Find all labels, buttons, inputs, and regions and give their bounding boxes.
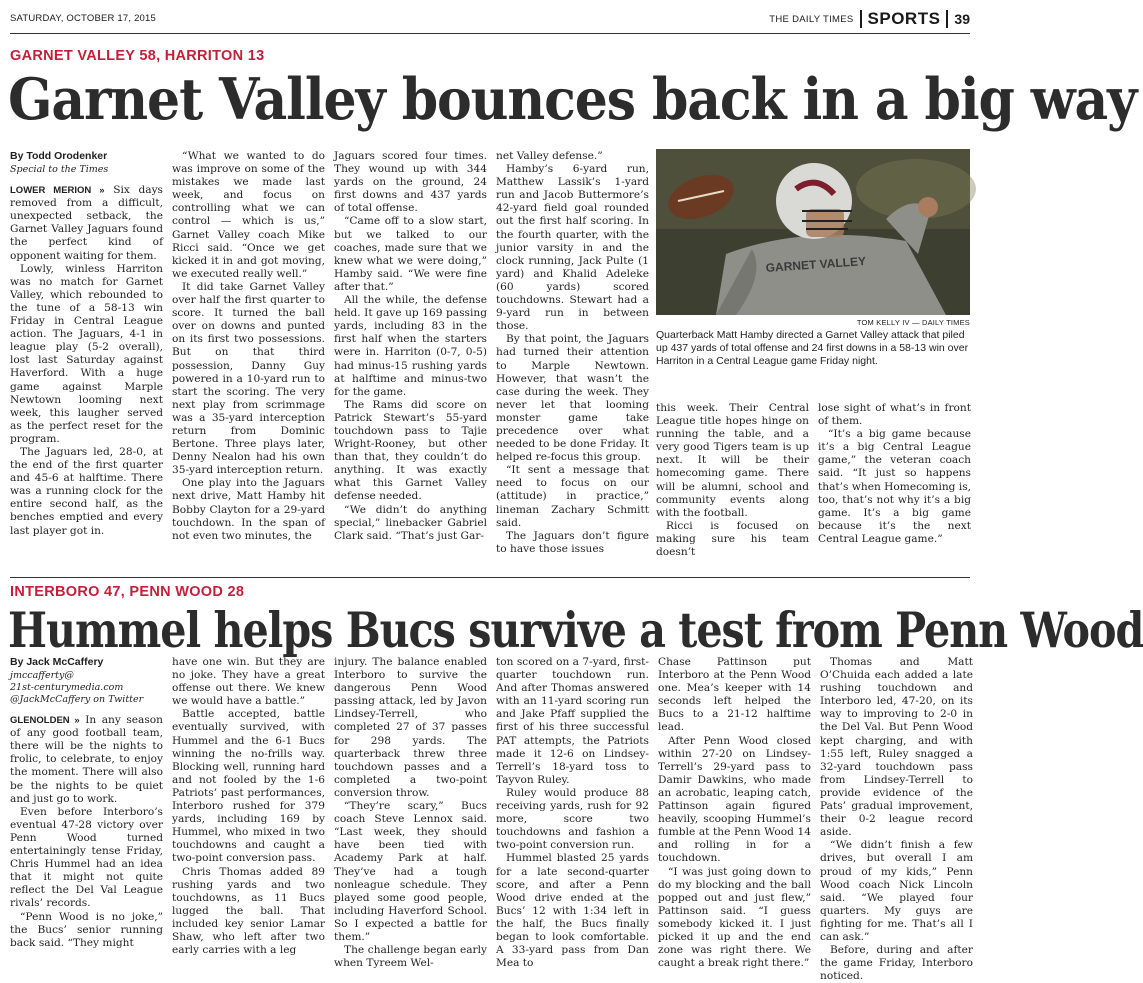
story2-col-2 (172, 656, 325, 966)
paragraph: Ruley would produce 88 receiving yards, rush for 92 more, score two touchdowns and fashion a two-point conversion run. (496, 786, 649, 852)
paragraph: Chris Thomas added 89 rushing yards and two touchdowns, as 11 Bucs lugged the ball. That included key senior Lamar Shaw, who left after two early carries with a leg (172, 865, 325, 957)
story2-col-1 (10, 656, 163, 966)
folio-rule (10, 33, 970, 34)
story2-byline: By Jack McCaffery (10, 656, 104, 668)
story2-byline-email: jmccafferty@ (10, 670, 74, 682)
story2-col-4 (496, 656, 649, 970)
paragraph: Hummel blasted 25 yards for a late second-quarter score, and after a Penn Wood drive ended at the Bucs’ 12 with 1:34 left in the half, the Bucs finally began to look comfortable. A 33-yard pass from Dan Mea to (496, 852, 649, 970)
story1-col-1 (10, 150, 163, 570)
paragraph: The Jaguars led, 28-0, at the end of the first quarter and 45-6 at halftime. There was a running clock for the entire second half, as the benches emptied and every last player got in. (10, 445, 163, 537)
paragraph: “What we wanted to do was improve on some of the mistakes we made last week, and focus on controlling what we can control — which is us,” Garnet Valley coach Mike Ricci said. “Once we get kicked it in and got moving, we executed really well.” (172, 150, 325, 280)
story-divider (10, 577, 970, 578)
story2-col-3 (334, 656, 487, 970)
issue-date: SATURDAY, OCTOBER 17, 2015 (10, 13, 156, 24)
story2-col-6 (820, 656, 973, 983)
story2-dateline: GLENOLDEN » (10, 715, 80, 727)
newspaper-name: THE DAILY TIMES (769, 13, 854, 25)
story1-lede: LOWER MERION » Six days removed from a difficult, unexpected setback, the Garnet Valley Jaguars found the perfect kind of opponent waiting for them. (10, 184, 163, 262)
story1-dateline: LOWER MERION » (10, 185, 105, 197)
paragraph: injury. The balance enabled Interboro to survive the dangerous Penn Wood passing attack, led by Javon Lindsey-Terrell, who completed 27 of 37 passes for 298 yards. The quarterback threw three touchdown passes and a completed a two-point conversion throw. (334, 656, 487, 799)
paragraph: Hamby’s 6-yard run, Matthew Lassik’s 1-yard run and Jacob Buttermore’s 42-yard field goal rounded out the first half scoring. In the fourth quarter, with the junior varsity in and the clock running, Jack Pulte (1 yard) and Khalid Adeleke (60 yards) scored touchdowns. Stewart had a 9-yard run in between those. (496, 163, 649, 333)
paragraph: lose sight of what’s in front of them. (818, 402, 971, 428)
story1-byline: By Todd Orodenker (10, 150, 108, 162)
paragraph: One play into the Jaguars next drive, Matt Hamby hit Bobby Clayton for a 29-yard touchdown. In the span of not even two minutes, the (172, 477, 325, 542)
paragraph: Jaguars scored four times. They wound up with 344 yards on the ground, 24 first downs and 437 yards of total offense. (334, 150, 487, 215)
paragraph: The Jaguars don’t figure to have those issues (496, 529, 649, 555)
story1-col-4 (496, 150, 649, 570)
paragraph: “I was just going down to do my blocking and the ball popped out and just flew,” Pattinson said. “I guess somebody kicked it. I just picked it up and the end zone was right there. We caught a break right there.” (658, 865, 811, 970)
paragraph: All the while, the defense held. It gave up 169 passing yards, including 83 in the first half when the starters were in. Harriton (0-7, 0-5) had minus-15 rushing yards at halftime and minus-two for the game. (334, 294, 487, 398)
paragraph: ton scored on a 7-yard, first-quarter touchdown run. And after Thomas answered with an 11-yard scoring run and Jake Pfaff supplied the first of his three successful PAT attempts, the Patriots made it 12-6 on Lindsey-Terrell’s 18-yard toss to Tayvon Ruley. (496, 656, 649, 786)
folio-right (769, 8, 970, 30)
story1-photo (656, 149, 970, 315)
paragraph: “It sent a message that need to focus on our (attitude) in practice,” lineman Zachary Schmitt said. (496, 464, 649, 529)
folio (10, 8, 970, 30)
story1-kicker: GARNET VALLEY 58, HARRITON 13 (10, 48, 265, 64)
paragraph: have one win. But they are no joke. They have a great offense out there. We knew we would have a battle.” (172, 656, 325, 708)
paragraph: It did take Garnet Valley over half the first quarter to score. It turned the ball over on downs and punted on its first two possessions. But on that third possession, Danny Guy powered in a 10-yard run to start the scoring. The very next play from scrimmage was a 35-yard interception return from Dominic Bertone. Three plays later, Denny Nealon had his own 35-yard interception return. (172, 280, 325, 477)
paragraph: “It’s a big game because it’s a big Central League game,” the veteran coach said. “It just so happens that’s when Homecoming is, too, that’s not why it’s a big game. It’s a big game because it’s the next Central League game.” (818, 428, 972, 545)
paragraph: Chase Pattinson put Interboro at the Penn Wood one. Mea’s keeper with 14 seconds left helped the Bucs to a 21-12 halftime lead. (658, 656, 811, 734)
story2-headline: Hummel helps Bucs survive a test from Penn Wood (8, 602, 1143, 660)
jersey-text: GARNET VALLEY (765, 254, 867, 275)
paragraph: By that point, the Jaguars had turned their attention to Marple Newtown. However, that wasn’t the case during the week. They never let that looming monster game take precedence over what needed to be done Friday. It helped re-focus this group. (496, 333, 649, 464)
photo-caption: Quarterback Matt Hamby directed a Garnet Valley attack that piled up 437 yards of total offense and 24 first downs in a 58-13 win over Harriton in a Central League game Friday night. (656, 329, 969, 367)
paragraph: net Valley defense.” (496, 150, 603, 162)
story1-col-6 (818, 402, 971, 570)
story2-byline-domain: 21st-centurymedia.com (10, 682, 124, 694)
story2-byline-twitter: @JackMcCaffery on Twitter (10, 694, 144, 706)
paragraph: The Rams did score on Patrick Stewart’s 55-yard touchdown pass to Tajie Wright-Rooney, but other than that, they couldn’t do anything. It was exactly what this Garnet Valley defense needed. (334, 398, 487, 503)
story1-photo-block (656, 149, 970, 368)
photo-credit: TOM KELLY IV — DAILY TIMES (856, 318, 970, 327)
section-name: SPORTS (860, 10, 949, 28)
quarterback-photo-illustration (656, 149, 970, 315)
paragraph: Thomas and Matt O’Chuida each added a late rushing touchdown and Interboro led, 47-20, on its way to improving to 2-0 in the Del Val. But Penn Wood kept charging, and with 1:55 left, Ruley snagged a 32-yard touchdown pass from Lindsey-Terrell to provide evidence of the Pats’ gradual improvement, their 0-2 league record aside. (820, 656, 973, 839)
paragraph: “We didn’t do anything special,” linebacker Gabriel Clark said. “That’s just Gar- (334, 503, 487, 542)
paragraph: Before, during and after the game Friday, Interboro noticed. (820, 944, 973, 983)
paragraph: “Penn Wood is no joke,” the Bucs’ senior running back said. “They might (10, 910, 163, 949)
story1-under-photo (656, 402, 971, 570)
story1-body (10, 150, 649, 570)
story2-kicker: INTERBORO 47, PENN WOOD 28 (10, 584, 245, 600)
story2-body (10, 656, 973, 983)
story1-byline-role: Special to the Times (10, 164, 109, 176)
page-number: 39 (954, 11, 970, 27)
paragraph: “Came off to a slow start, but we talked to our coaches, made sure that we knew what we were doing,” Hamby said. “We were fine after that.” (334, 215, 487, 293)
paragraph: “They’re scary,” Bucs coach Steve Lennox said. “Last week, they should have been tied with Academy Park at half. They’ve had a tough nonleague schedule. They played some good people, including Haverford School. So I expected a battle for them.” (334, 800, 487, 943)
paragraph: this week. Their Central League title hopes hinge on running the table, and a very good Tigers team is up next. It will be their homecoming game. There will be alumni, school and community events along with the football. (656, 402, 809, 519)
paragraph: Lowly, winless Harriton was no match for Garnet Valley, which rebounded to the tune of a 58-13 win Friday in Central League action. The Jaguars, 4-1 in league play (5-2 overall), lost last Saturday against Haverford. With a huge game against Marple Newtown looming next week, this laugher served as the perfect reset for the program. (10, 262, 163, 445)
paragraph: Ricci is focused on making sure his team doesn’t (656, 519, 809, 559)
paragraph: After Penn Wood closed within 27-20 on Lindsey-Terrell’s 29-yard pass to Damir Dawkins, who made an acrobatic, leaping catch, Pattinson again figured heavily, scooping Hummel’s fumble at the Penn Wood 14 and rolling in for a touchdown. (658, 734, 811, 865)
paragraph: Battle accepted, battle eventually survived, with Hummel and the 6-1 Bucs winning the no-frills way. Blocking well, running hard and not fooled by the 1-6 Patriots’ past performances, Interboro rushed for 379 yards, including 169 by Hummel, who mixed in two touchdowns and caught a two-point conversion pass. (172, 708, 325, 865)
paragraph: “We didn’t finish a few drives, but overall I am proud of my kids,” Penn Wood coach Nick Lincoln said. “We played four quarters. My guys are fighting for me. That’s all I can ask.” (820, 839, 973, 943)
paragraph: The challenge began early when Tyreem Wel- (334, 944, 487, 970)
story1-col-2 (172, 150, 325, 570)
story1-headline: Garnet Valley bounces back in a big way (8, 66, 1137, 134)
story1-col-5 (656, 402, 809, 570)
story2-col-5 (658, 656, 811, 970)
story1-col-3 (334, 150, 487, 570)
paragraph: Even before Interboro’s eventual 47-28 victory over Penn Wood turned entertainingly tense Friday, Chris Hummel had an idea that it might not quite reflect the Del Val League rivals’ records. (10, 805, 163, 910)
story2-lede: GLENOLDEN » In any season of any good football team, there will be the nights to frolic, to celebrate, to enjoy the moment. There will also be the nights to be quiet and just go to work. (10, 714, 164, 805)
